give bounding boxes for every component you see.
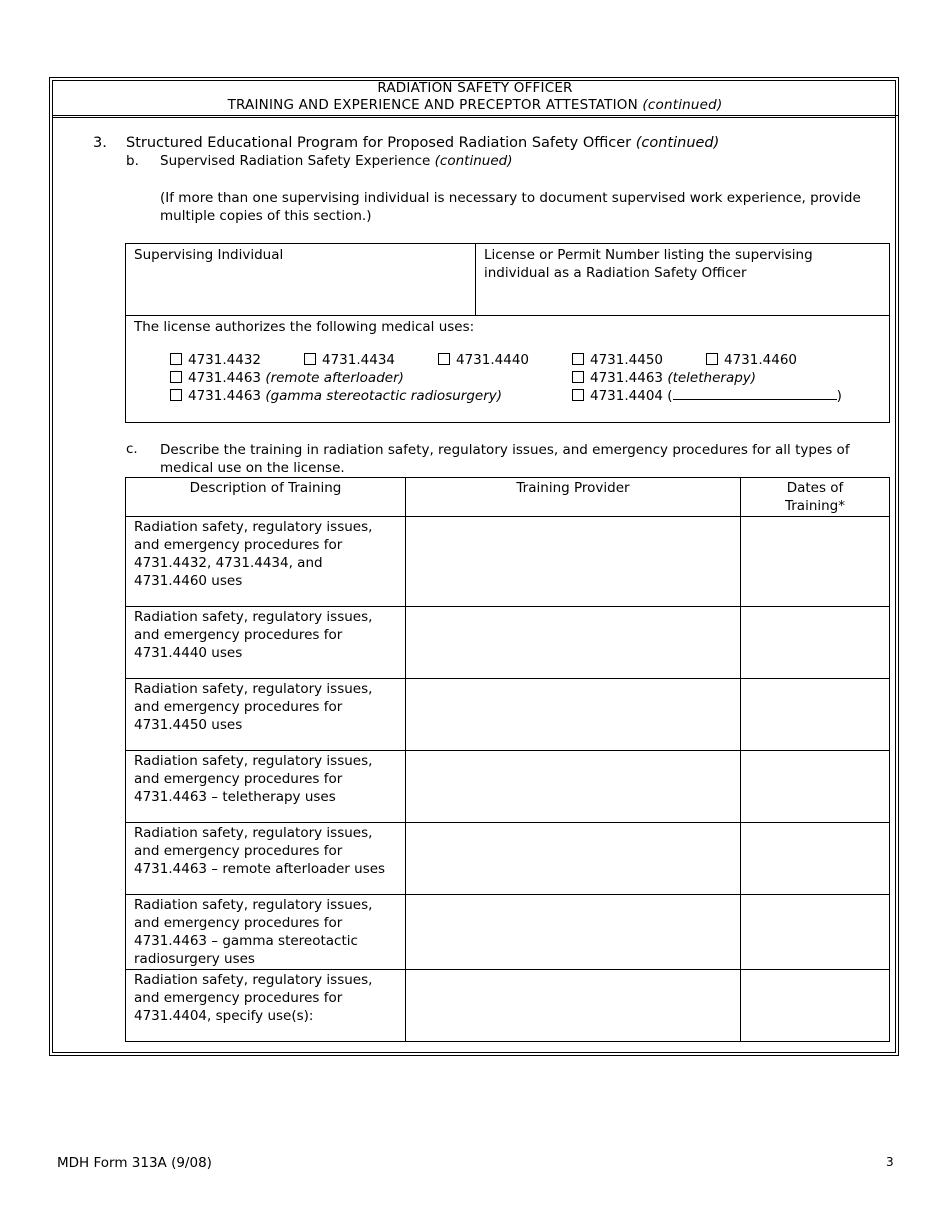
training-description-line: and emergency procedures for [134, 915, 343, 931]
training-description-line: 4731.4404, specify use(s): [134, 1008, 314, 1024]
section-number: 3. [93, 135, 107, 151]
table-row [126, 517, 890, 607]
checkbox-4731-4463-teletherapy[interactable]: 4731.4463 (teletherapy) [572, 369, 756, 387]
checkbox-4731-4404[interactable]: 4731.4404 ( ) [572, 387, 842, 405]
table-row [126, 823, 890, 895]
training-description-line: and emergency procedures for [134, 990, 343, 1006]
training-provider-cell[interactable] [406, 679, 741, 751]
checkbox-icon[interactable] [572, 371, 584, 383]
training-description-line: Radiation safety, regulatory issues, [134, 519, 373, 535]
training-description-cell [126, 751, 406, 823]
checkbox-icon[interactable] [170, 389, 182, 401]
training-description-line: and emergency procedures for [134, 771, 343, 787]
specify-use-blank[interactable] [673, 387, 837, 400]
training-provider-cell[interactable] [406, 823, 741, 895]
checkbox-4731-4440[interactable]: 4731.4440 [438, 351, 529, 369]
column-header-description: Description of Training [126, 478, 406, 517]
table-row [126, 679, 890, 751]
training-description-line: radiosurgery uses [134, 951, 255, 967]
checkbox-icon[interactable] [706, 353, 718, 365]
medical-uses-label: The license authorizes the following medical uses: [134, 319, 475, 335]
checkbox-icon[interactable] [170, 353, 182, 365]
training-provider-cell[interactable] [406, 895, 741, 970]
license-number-label-line2: individual as a Radiation Safety Officer [484, 265, 747, 281]
training-description-line: 4731.4460 uses [134, 573, 243, 589]
subsection-b-letter: b. [126, 153, 139, 169]
training-dates-cell[interactable] [741, 970, 890, 1042]
form-subtitle: TRAINING AND EXPERIENCE AND PRECEPTOR ATTESTATION (continued) [227, 97, 723, 113]
training-dates-cell[interactable] [741, 607, 890, 679]
training-dates-cell[interactable] [741, 751, 890, 823]
subsection-c-letter: c. [126, 441, 138, 457]
checkbox-icon[interactable] [572, 389, 584, 401]
checkbox-icon[interactable] [304, 353, 316, 365]
training-description-line: Radiation safety, regulatory issues, [134, 753, 373, 769]
license-number-cell[interactable] [476, 244, 890, 316]
training-description-line: and emergency procedures for [134, 843, 343, 859]
training-table [125, 477, 890, 1042]
table-row [126, 607, 890, 679]
table-row [126, 751, 890, 823]
checkbox-icon[interactable] [438, 353, 450, 365]
checkbox-4731-4463-remote-afterloader[interactable]: 4731.4463 (remote afterloader) [170, 369, 404, 387]
checkbox-icon[interactable] [572, 353, 584, 365]
form-id: MDH Form 313A (9/08) [57, 1155, 212, 1171]
training-dates-cell[interactable] [741, 517, 890, 607]
training-provider-cell[interactable] [406, 607, 741, 679]
supervising-individual-label: Supervising Individual [134, 247, 284, 263]
subsection-c-text: Describe the training in radiation safety, regulatory issues, and emergency procedures for all types of medical use on the license. [160, 442, 850, 476]
checkbox-4731-4434[interactable]: 4731.4434 [304, 351, 395, 369]
table-row [126, 895, 890, 970]
column-header-dates: Dates of Training* [741, 478, 890, 517]
training-description-cell [126, 895, 406, 970]
table-row [126, 970, 890, 1042]
training-description-line: and emergency procedures for [134, 627, 343, 643]
training-description-line: Radiation safety, regulatory issues, [134, 972, 373, 988]
training-provider-cell[interactable] [406, 751, 741, 823]
subsection-b-instruction: (If more than one supervising individual is necessary to document supervised work experience, provide multiple copies of this section.) [160, 190, 861, 224]
training-description-cell [126, 607, 406, 679]
training-description-cell [126, 823, 406, 895]
training-description-line: Radiation safety, regulatory issues, [134, 897, 373, 913]
license-number-label-line1: License or Permit Number listing the supervising [484, 247, 813, 263]
training-description-line: 4731.4432, 4731.4434, and [134, 555, 323, 571]
page-number: 3 [886, 1155, 894, 1169]
training-description-line: 4731.4463 – remote afterloader uses [134, 861, 386, 877]
training-description-line: Radiation safety, regulatory issues, [134, 825, 373, 841]
training-provider-cell[interactable] [406, 970, 741, 1042]
training-description-cell [126, 970, 406, 1042]
checkbox-4731-4450[interactable]: 4731.4450 [572, 351, 663, 369]
training-description-line: 4731.4463 – gamma stereotactic [134, 933, 358, 949]
checkbox-icon[interactable] [170, 371, 182, 383]
training-provider-cell[interactable] [406, 517, 741, 607]
checkbox-4731-4432[interactable]: 4731.4432 [170, 351, 261, 369]
training-description-line: and emergency procedures for [134, 537, 343, 553]
checkbox-4731-4463-gamma-stereotactic[interactable]: 4731.4463 (gamma stereotactic radiosurgery) [170, 387, 502, 405]
supervising-individual-cell[interactable] [126, 244, 476, 316]
training-description-line: 4731.4463 – teletherapy uses [134, 789, 336, 805]
training-description-line: 4731.4440 uses [134, 645, 243, 661]
training-description-line: 4731.4450 uses [134, 717, 243, 733]
subsection-b-title: Supervised Radiation Safety Experience (continued) [160, 153, 513, 169]
checkbox-4731-4460[interactable]: 4731.4460 [706, 351, 797, 369]
training-description-cell [126, 679, 406, 751]
training-dates-cell[interactable] [741, 895, 890, 970]
training-description-line: Radiation safety, regulatory issues, [134, 609, 373, 625]
section-title: Structured Educational Program for Proposed Radiation Safety Officer (continued) [126, 135, 720, 151]
training-description-line: Radiation safety, regulatory issues, [134, 681, 373, 697]
training-dates-cell[interactable] [741, 823, 890, 895]
training-description-line: and emergency procedures for [134, 699, 343, 715]
header-divider [52, 115, 898, 116]
training-description-cell [126, 517, 406, 607]
training-dates-cell[interactable] [741, 679, 890, 751]
form-title: RADIATION SAFETY OFFICER [377, 80, 573, 96]
column-header-provider: Training Provider [406, 478, 741, 517]
header-divider-inner [52, 117, 896, 118]
